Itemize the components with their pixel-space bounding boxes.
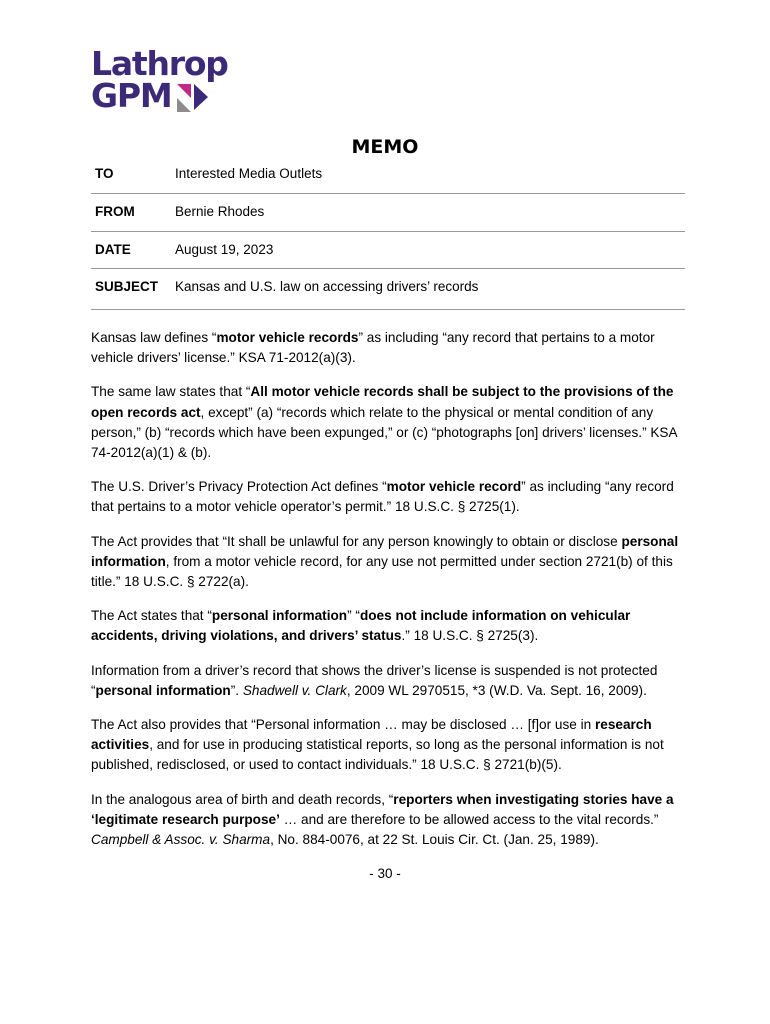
logo-arrow-mark-icon xyxy=(176,80,210,114)
p4-text-c: , from a motor vehicle record, for any use not permitted under section 2721(b) of this title.” 18 U.S.C. § 2722(a). xyxy=(91,553,673,590)
logo-text-lathrop: Lathrop xyxy=(91,44,228,83)
p5-text-c: ” “ xyxy=(347,608,360,624)
p1-bold-term: motor vehicle records xyxy=(216,330,359,345)
p6-text-e: , 2009 WL 2970515, *3 (W.D. Va. Sept. 16, 2009). xyxy=(346,682,647,698)
logo-text-gpm: GPM xyxy=(91,76,172,115)
p6-text-c: ”. xyxy=(230,682,243,698)
p7-text-c: , and for use in producing statistical reports, so long as the personal information is not published, redisclosed, or used to contact individuals.” 18 U.S.C. § 2721(b)(5). xyxy=(91,737,664,773)
p3-text-c: ” as including “any record that pertains to a motor vehicle operator’s permit.” 18 U.S.C. § 2725(1). xyxy=(91,479,674,515)
p6-bold-term: personal information xyxy=(95,682,231,698)
p5-text-a: The Act states that “ xyxy=(91,608,212,624)
from-label: FROM xyxy=(95,203,135,219)
to-value: Interested Media Outlets xyxy=(175,166,323,181)
p1-text-a: Kansas law defines “ xyxy=(91,330,217,345)
p6-text-a: Information from a driver’s record that shows the driver’s license is suspended is not protected “ xyxy=(91,662,658,698)
p6-case-name: Shadwell v. Clark xyxy=(242,682,347,698)
p2-text-c: , except” (a) “records which relate to the physical or mental condition of any person,” (b) “records which have been expunged,” or (c) “photographs [on] drivers’ licenses.” KSA 74-2012(a)(1) & (b). xyxy=(91,404,677,461)
header-row-date xyxy=(91,232,685,270)
paragraph-3 xyxy=(91,477,691,517)
memo-title: MEMO xyxy=(351,136,419,158)
p7-bold-term: research activities xyxy=(91,717,652,753)
p3-bold-term: motor vehicle record xyxy=(386,479,522,495)
p8-text-e: , No. 884-0076, at 22 St. Louis Cir. Ct. (Jan. 25, 1989). xyxy=(270,832,599,848)
date-value: August 19, 2023 xyxy=(175,241,274,257)
p4-bold-term: personal information xyxy=(91,533,679,569)
p8-text-c: … and are therefore to be allowed access to the vital records.” xyxy=(279,811,659,827)
paragraph-7 xyxy=(91,715,691,776)
p8-bold-quote: reporters when investigating stories have a ‘legitimate research purpose’ xyxy=(91,791,674,827)
lathrop-gpm-logo xyxy=(91,44,231,119)
p7-text-a: The Act also provides that “Personal information … may be disclosed … [f]or use in xyxy=(91,717,595,733)
subject-value: Kansas and U.S. law on accessing drivers’ records xyxy=(175,279,479,295)
p5-bold-quote: does not include information on vehicular accidents, driving violations, and drivers’ status xyxy=(91,608,631,644)
from-value: Bernie Rhodes xyxy=(175,203,265,219)
p5-bold-term: personal information xyxy=(211,608,348,624)
p8-text-a: In the analogous area of birth and death records, “ xyxy=(91,791,394,807)
paragraph-8 xyxy=(91,790,691,851)
p8-case-name: Campbell & Assoc. v. Sharma xyxy=(91,832,271,848)
header-row-to xyxy=(91,156,685,194)
paragraph-4 xyxy=(91,532,691,593)
page-number: - 30 - xyxy=(369,866,401,881)
p3-text-a: The U.S. Driver’s Privacy Protection Act defines “ xyxy=(91,479,387,495)
subject-label: SUBJECT xyxy=(95,279,159,295)
header-row-subject xyxy=(91,269,685,310)
header-row-from xyxy=(91,194,685,232)
p2-text-a: The same law states that “ xyxy=(91,384,251,400)
paragraph-5 xyxy=(91,606,691,646)
p5-text-e: .” 18 U.S.C. § 2725(3). xyxy=(401,628,539,644)
p4-text-a: The Act provides that “It shall be unlawful for any person knowingly to obtain or disclose xyxy=(91,533,622,549)
memo-header-table xyxy=(91,156,685,310)
date-label: DATE xyxy=(95,241,131,257)
paragraph-2 xyxy=(91,382,691,463)
memo-body xyxy=(91,328,691,864)
paragraph-6 xyxy=(91,661,691,701)
p2-bold-quote: All motor vehicle records shall be subject to the provisions of the open records act xyxy=(91,384,674,420)
p1-text-c: ” as including “any record that pertains to a motor vehicle drivers’ license.” KSA 71-2012(a)(3). xyxy=(91,330,655,366)
to-label: TO xyxy=(95,166,114,181)
paragraph-1 xyxy=(91,328,691,368)
